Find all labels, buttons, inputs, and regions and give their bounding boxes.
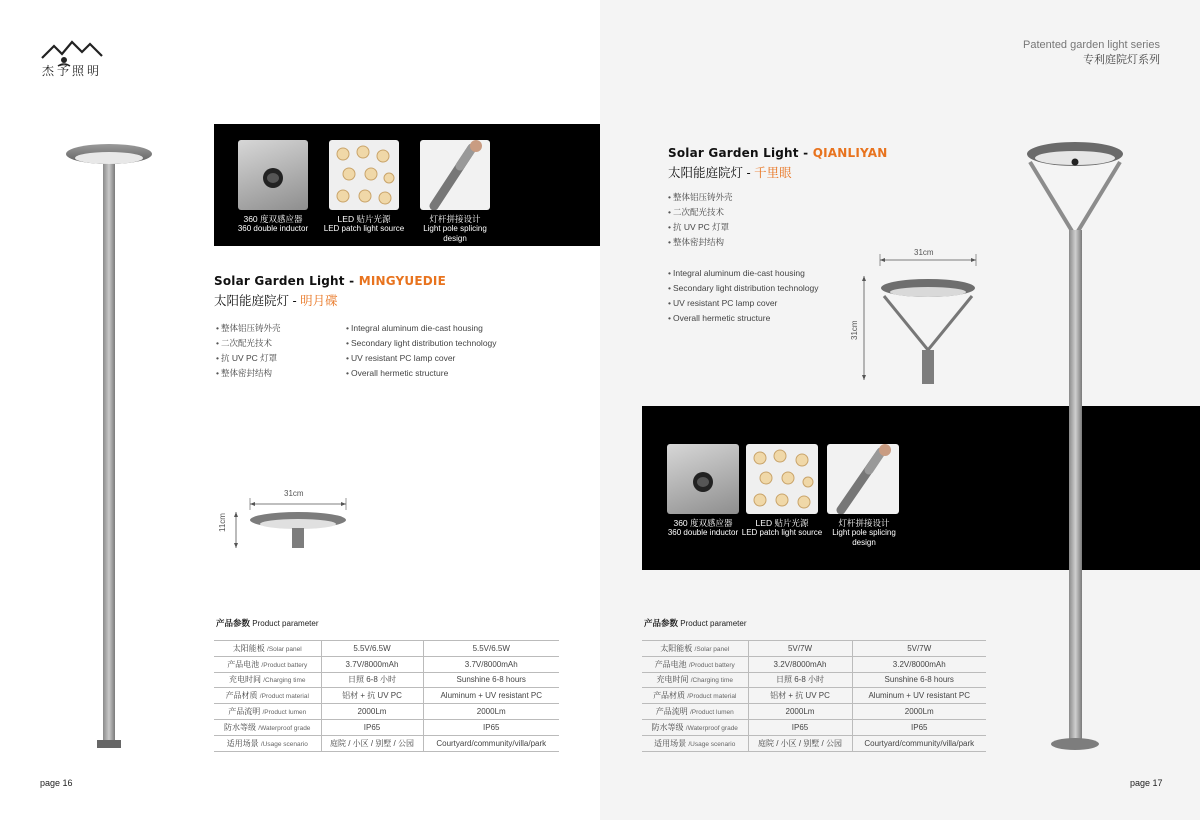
left-title-en-name: MINGYUEDIE	[358, 274, 446, 288]
series-title	[1023, 38, 1160, 68]
right-led-photo	[746, 444, 818, 514]
left-title-cn-name: 明月碟	[300, 294, 338, 308]
right-page-number: page 17	[1130, 778, 1163, 788]
left-feature-cn: • 整体铝压铸外壳	[216, 321, 281, 336]
right-dimension-drawing	[848, 250, 988, 386]
table-row: 充电时间 /Charging time 日照 6-8 小时 Sunshine 6-8 hours	[642, 672, 986, 688]
right-cap-splice-en: Light pole splicing design	[832, 528, 896, 547]
left-pole-splice-photo	[420, 140, 490, 210]
right-cap-led-cn: LED 贴片光源	[755, 518, 809, 528]
right-cap-splice	[824, 518, 904, 548]
left-cap-inductor-cn: 360 度双感应器	[243, 214, 303, 224]
left-feature-en: • UV resistant PC lamp cover	[346, 351, 497, 366]
right-param-title-cn: 产品参数	[644, 618, 679, 628]
left-feature-en: • Secondary light distribution technology	[346, 336, 497, 351]
right-feature-cn: • 整体铝压铸外壳	[668, 190, 733, 205]
left-title-en-prefix: Solar Garden Light -	[214, 274, 359, 288]
left-param-title-en: Product parameter	[252, 619, 319, 628]
table-row: 防水等级 /Waterproof grade IP65 IP65	[642, 719, 986, 735]
left-feature-en: • Integral aluminum die-cast housing	[346, 321, 497, 336]
table-row: 产品电池 /Product battery 3.2V/8000mAh 3.2V/8000mAh	[642, 656, 986, 672]
table-row: 产品材质 /Product material 铝材 + 抗 UV PC Aluminum + UV resistant PC	[642, 688, 986, 704]
series-title-en: Patented garden light series	[1023, 39, 1160, 51]
right-feature-en: • Overall hermetic structure	[668, 311, 819, 326]
right-feature-cn: • 整体密封结构	[668, 235, 733, 250]
table-row: 太阳能板 /Solar panel 5V/7W 5V/7W	[642, 641, 986, 657]
table-row: 适用场景 /Usage scenario 庭院 / 小区 / 别墅 / 公园 Courtyard/community/villa/park	[642, 735, 986, 751]
left-feature-en: • Overall hermetic structure	[346, 366, 497, 381]
right-inductor-photo	[667, 444, 739, 514]
left-param-table	[214, 640, 559, 752]
right-param-table	[642, 640, 986, 752]
left-led-photo	[329, 140, 399, 210]
right-feature-en: • Secondary light distribution technology	[668, 281, 819, 296]
right-pole-splice-photo	[827, 444, 899, 514]
left-features-cn	[216, 321, 281, 381]
left-dim-width: 31cm	[284, 489, 304, 498]
right-feature-en: • Integral aluminum die-cast housing	[668, 266, 819, 281]
left-param-title-cn: 产品参数	[216, 618, 251, 628]
left-page-number: page 16	[40, 778, 73, 788]
right-product-title	[668, 146, 887, 181]
right-feature-en: • UV resistant PC lamp cover	[668, 296, 819, 311]
left-cap-splice-en: Light pole splicing design	[423, 224, 487, 243]
left-feature-cn: • 抗 UV PC 灯罩	[216, 351, 281, 366]
table-row: 产品电池 /Product battery 3.7V/8000mAh 3.7V/8000mAh	[214, 656, 559, 672]
right-cap-led	[735, 518, 829, 538]
right-feature-cn: • 二次配光技术	[668, 205, 733, 220]
right-title-cn-name: 千里眼	[754, 166, 792, 180]
left-param-heading	[216, 617, 319, 629]
qianliyan-pole-lamp	[1020, 140, 1130, 752]
right-features-en	[668, 266, 819, 326]
brand-logo-text: 杰予照明	[42, 64, 103, 78]
right-cap-inductor-en: 360 double inductor	[667, 528, 739, 537]
table-row: 太阳能板 /Solar panel 5.5V/6.5W 5.5V/6.5W	[214, 641, 559, 657]
left-product-title	[214, 274, 446, 309]
series-title-cn: 专利庭院灯系列	[1083, 54, 1160, 66]
right-page	[600, 0, 1200, 820]
table-row: 产品材质 /Product material 铝材 + 抗 UV PC Aluminum + UV resistant PC	[214, 688, 559, 704]
left-cap-led-cn: LED 贴片光源	[337, 214, 391, 224]
left-cap-splice	[415, 214, 495, 244]
right-title-cn-prefix: 太阳能庭院灯 -	[668, 166, 755, 180]
right-param-title-en: Product parameter	[680, 619, 747, 628]
right-dim-height: 31cm	[850, 320, 859, 340]
left-cap-splice-cn: 灯杆拼接设计	[429, 214, 481, 224]
right-title-en-prefix: Solar Garden Light -	[668, 146, 813, 160]
right-feature-cn: • 抗 UV PC 灯罩	[668, 220, 733, 235]
left-feature-cn: • 二次配光技术	[216, 336, 281, 351]
left-cap-inductor	[226, 214, 320, 234]
right-features-cn	[668, 190, 733, 250]
right-cap-led-en: LED patch light source	[741, 528, 823, 537]
left-feature-cn: • 整体密封结构	[216, 366, 281, 381]
right-title-en-name: QIANLIYAN	[812, 146, 888, 160]
table-row: 适用场景 /Usage scenario 庭院 / 小区 / 别墅 / 公园 Courtyard/community/villa/park	[214, 735, 559, 751]
table-row: 充电时间 /Charging time 日照 6-8 小时 Sunshine 6-8 hours	[214, 672, 559, 688]
table-row: 产品流明 /Product lumen 2000Lm 2000Lm	[214, 704, 559, 720]
right-param-heading	[644, 617, 747, 629]
table-row: 防水等级 /Waterproof grade IP65 IP65	[214, 719, 559, 735]
left-title-cn-prefix: 太阳能庭院灯 -	[214, 294, 301, 308]
left-features-en	[346, 321, 497, 381]
left-dim-height: 11cm	[218, 513, 227, 532]
right-dim-width: 31cm	[914, 248, 934, 257]
left-cap-led-en: LED patch light source	[323, 224, 405, 233]
right-cap-inductor-cn: 360 度双感应器	[673, 518, 733, 528]
left-cap-inductor-en: 360 double inductor	[237, 224, 309, 233]
mingyuedie-pole-lamp	[60, 140, 160, 752]
left-inductor-photo	[238, 140, 308, 210]
table-row: 产品流明 /Product lumen 2000Lm 2000Lm	[642, 704, 986, 720]
right-cap-splice-cn: 灯杆拼接设计	[838, 518, 890, 528]
left-cap-led	[317, 214, 411, 234]
